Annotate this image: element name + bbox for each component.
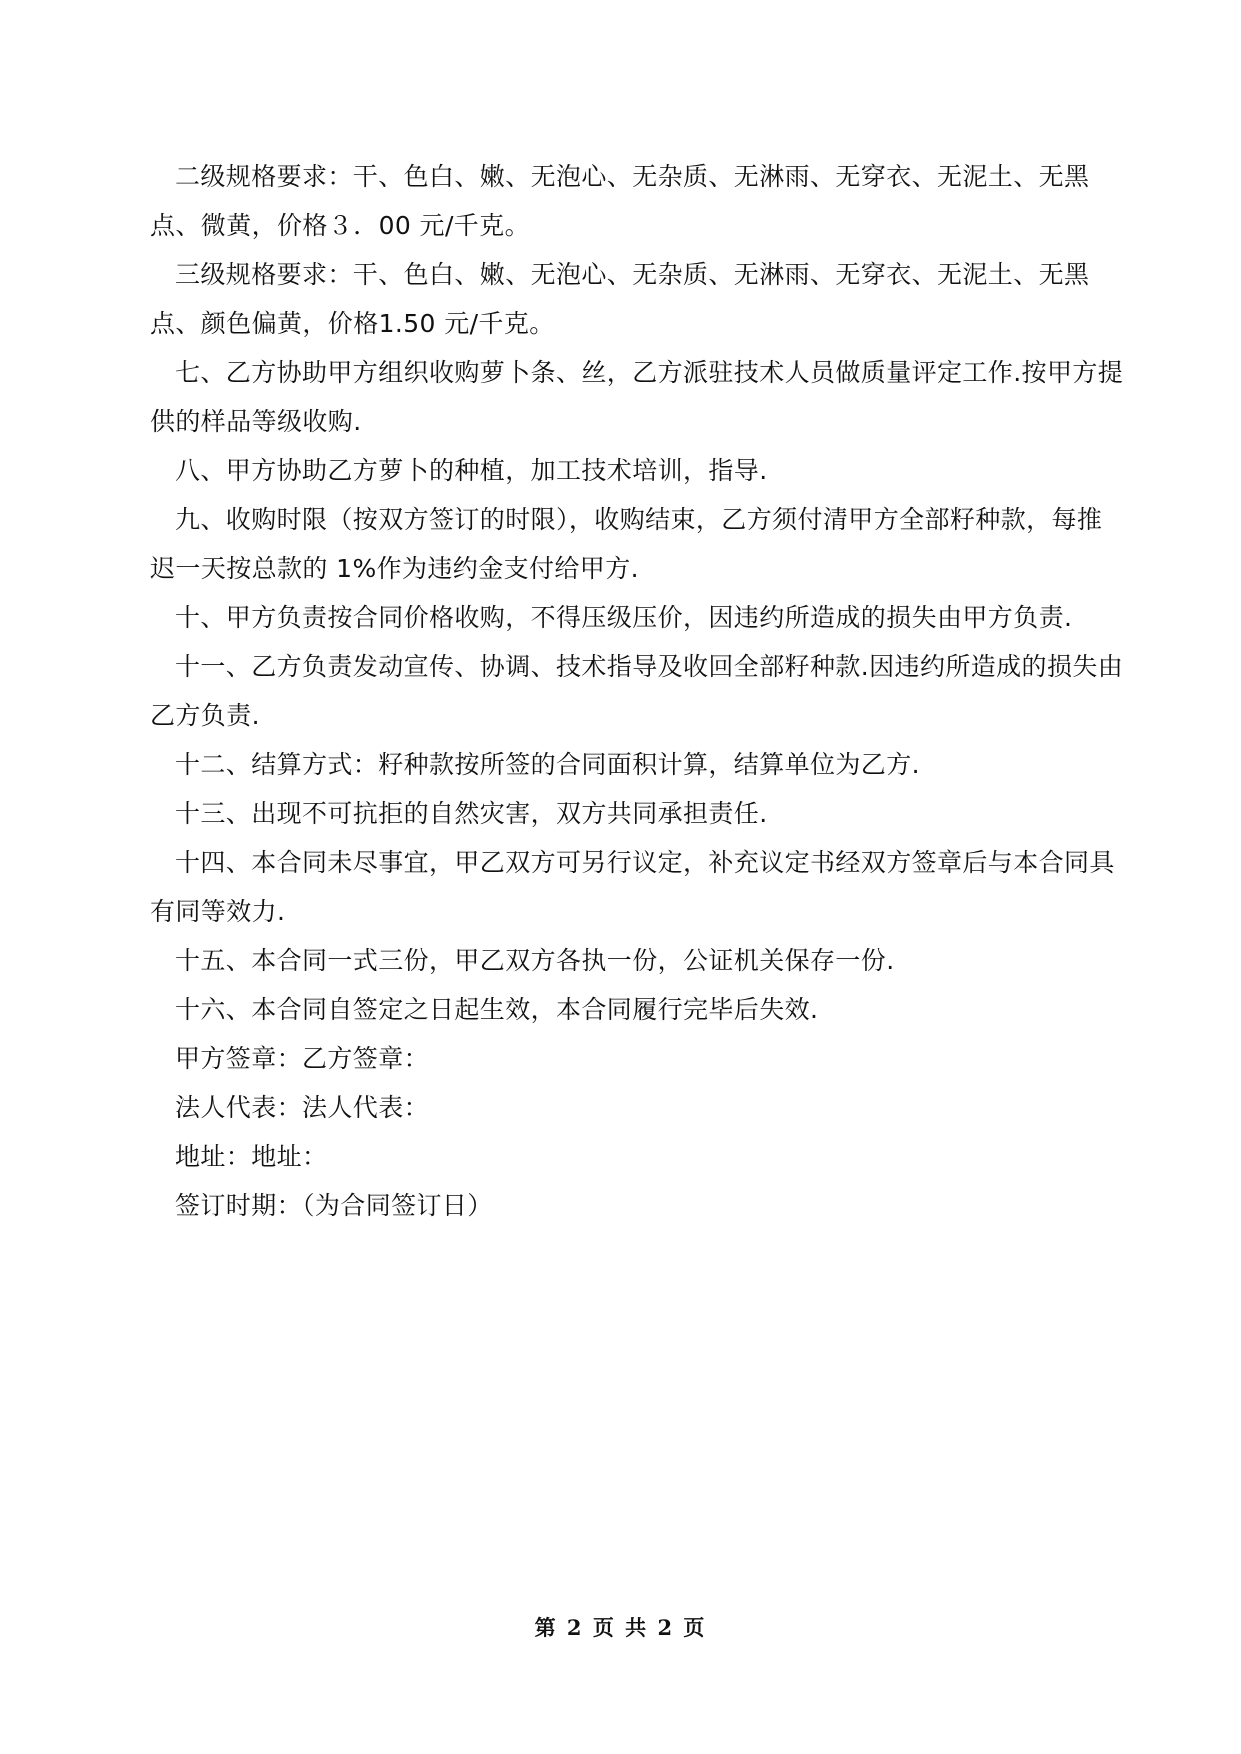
page-number: 第 2 页 共 2 页 — [534, 1615, 707, 1640]
clause-twelve: 十二、结算方式：籽种款按所签的合同面积计算，结算单位为乙方. — [175, 750, 920, 779]
clause-sixteen: 十六、本合同自签定之日起生效，本合同履行完毕后失效. — [175, 995, 819, 1024]
clause-eleven: 十一、乙方负责发动宣传、协调、技术指导及收回全部籽种款.因违约所造成的损失由乙方负责. — [150, 652, 1124, 730]
clause-thirteen: 十三、出现不可抗拒的自然灾害，双方共同承担责任. — [175, 799, 768, 828]
address-line: 地址：地址： — [175, 1142, 328, 1171]
clause-seven: 七、乙方协助甲方组织收购萝卜条、丝，乙方派驻技术人员做质量评定工作.按甲方提供的样品等级收购. — [150, 358, 1124, 436]
signature-line: 甲方签章：乙方签章： — [175, 1044, 430, 1073]
legal-representative-line: 法人代表：法人代表： — [175, 1093, 430, 1122]
clause-grade-two: 二级规格要求：干、色白、嫩、无泡心、无杂质、无淋雨、无穿衣、无泥土、无黑点、微黄，价格３．00 元/千克。 — [150, 162, 1090, 240]
clause-nine: 九、收购时限（按双方签订的时限），收购结束，乙方须付清甲方全部籽种款，每推迟一天按总款的 1%作为违约金支付给甲方. — [150, 505, 1103, 583]
clause-fifteen: 十五、本合同一式三份，甲乙双方各执一份，公证机关保存一份. — [175, 946, 895, 975]
clause-eight: 八、甲方协助乙方萝卜的种植，加工技术培训，指导. — [175, 456, 768, 485]
clause-fourteen: 十四、本合同未尽事宜，甲乙双方可另行议定，补充议定书经双方签章后与本合同具有同等效力. — [150, 848, 1115, 926]
signing-date-line: 签订时期：（为合同签订日） — [175, 1191, 493, 1220]
contract-body — [150, 152, 1125, 1230]
clause-ten: 十、甲方负责按合同价格收购，不得压级压价，因违约所造成的损失由甲方负责. — [175, 603, 1073, 632]
clause-grade-three: 三级规格要求：干、色白、嫩、无泡心、无杂质、无淋雨、无穿衣、无泥土、无黑点、颜色偏黄，价格1.50 元/千克。 — [150, 260, 1090, 338]
